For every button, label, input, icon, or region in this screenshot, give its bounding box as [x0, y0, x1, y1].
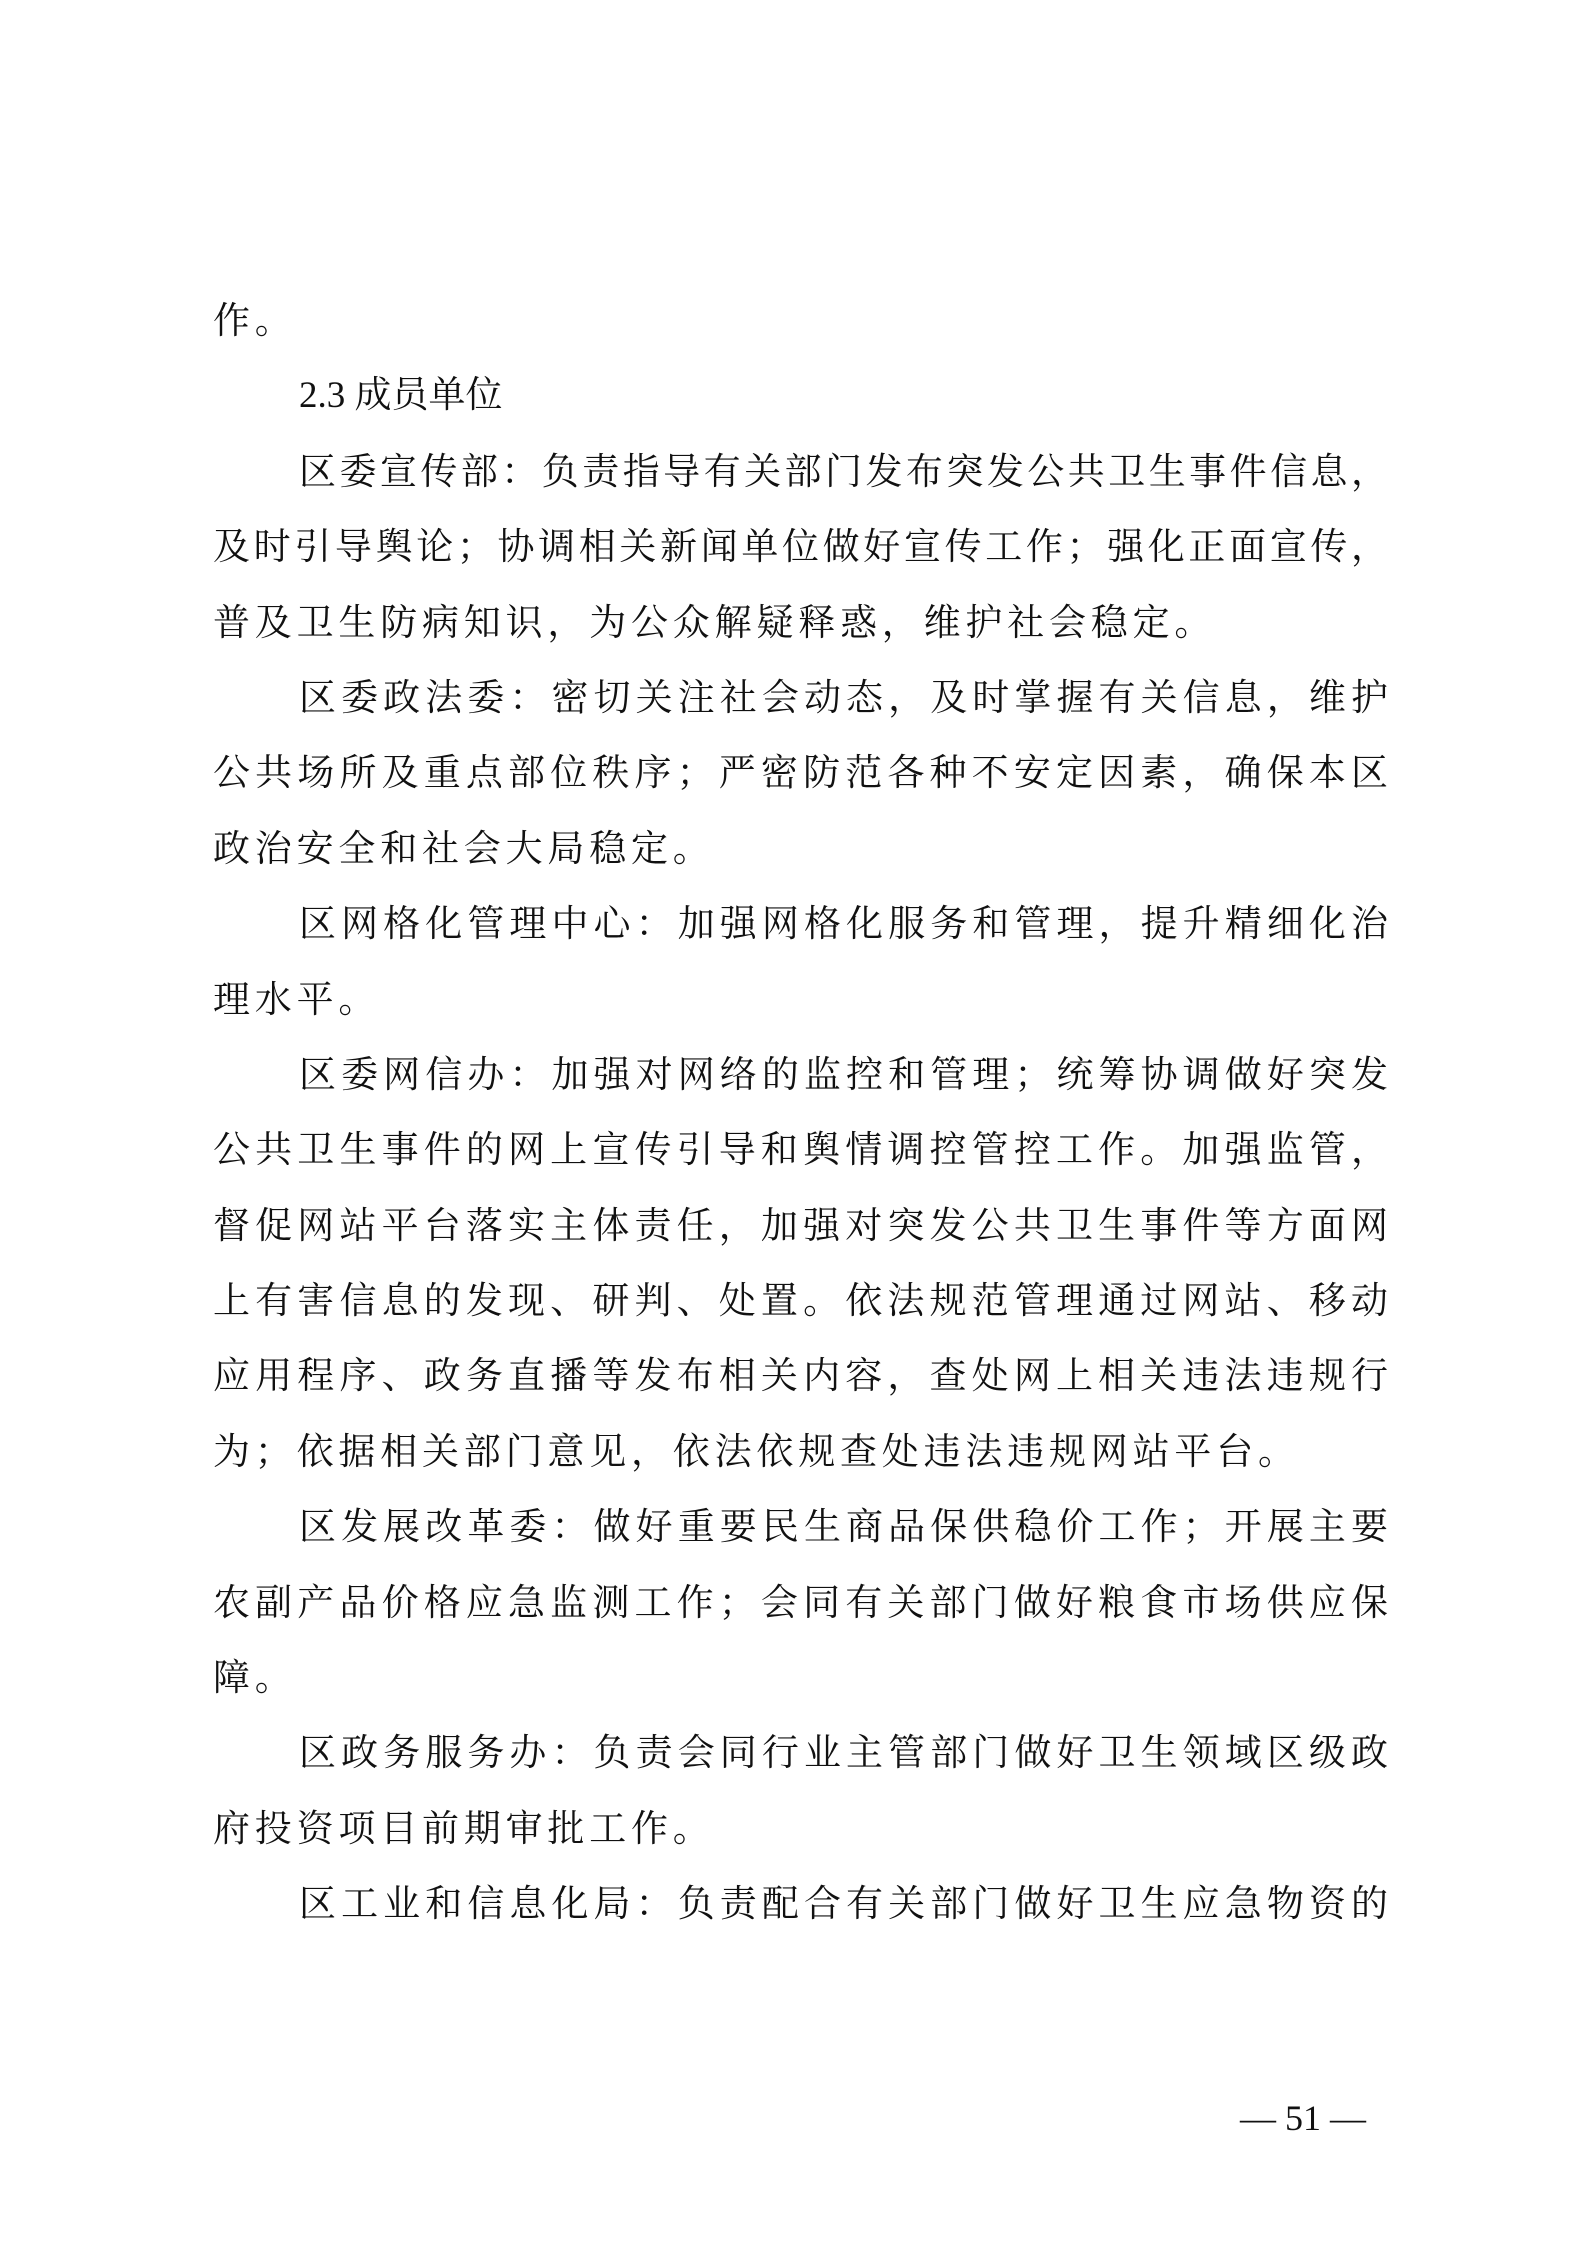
paragraph-line: 区网格化管理中心：加强网格化服务和管理，提升精细化治	[299, 902, 1388, 946]
paragraph-line: 理水平。	[213, 977, 381, 1021]
paragraph-line: 及时引导舆论；协调相关新闻单位做好宣传工作；强化正面宣传，	[213, 525, 1388, 569]
paragraph-line: 府投资项目前期审批工作。	[213, 1806, 715, 1850]
paragraph-line: 应用程序、政务直播等发布相关内容，查处网上相关违法违规行	[213, 1354, 1388, 1398]
paragraph-line: 督促网站平台落实主体责任，加强对突发公共卫生事件等方面网	[213, 1203, 1388, 1247]
paragraph-line: 区工业和信息化局：负责配合有关部门做好卫生应急物资的	[299, 1882, 1388, 1926]
paragraph-line: 公共卫生事件的网上宣传引导和舆情调控管控工作。加强监管，	[213, 1128, 1388, 1172]
paragraph-line: 区发展改革委：做好重要民生商品保供稳价工作；开展主要	[299, 1505, 1388, 1549]
paragraph-line: 普及卫生防病知识，为公众解疑释惑，维护社会稳定。	[213, 600, 1217, 644]
document-body	[213, 283, 1388, 1942]
paragraph-line: 区委宣传部：负责指导有关部门发布突发公共卫生事件信息，	[299, 449, 1388, 493]
paragraph-line: 农副产品价格应急监测工作；会同有关部门做好粮食市场供应保	[213, 1580, 1388, 1624]
paragraph-line: 政治安全和社会大局稳定。	[213, 826, 715, 870]
paragraph-line: 为；依据相关部门意见，依法依规查处违法违规网站平台。	[213, 1429, 1300, 1473]
paragraph-line: 区委网信办：加强对网络的监控和管理；统筹协调做好突发	[299, 1052, 1388, 1096]
section-heading: 2.3 成员单位	[299, 375, 503, 417]
paragraph-line: 公共场所及重点部位秩序；严密防范各种不安定因素，确保本区	[213, 751, 1388, 795]
text-line: 作。	[213, 299, 297, 342]
page-number: — 51 —	[1240, 2098, 1366, 2138]
paragraph-line: 障。	[213, 1656, 297, 1700]
paragraph-line: 上有害信息的发现、研判、处置。依法规范管理通过网站、移动	[213, 1279, 1388, 1323]
paragraph-line: 区委政法委：密切关注社会动态，及时掌握有关信息，维护	[299, 675, 1388, 719]
paragraph-line: 区政务服务办：负责会同行业主管部门做好卫生领域区级政	[299, 1731, 1388, 1775]
